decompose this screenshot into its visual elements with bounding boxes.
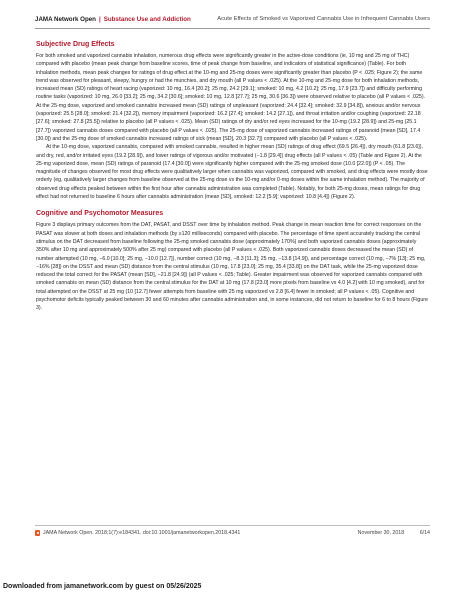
section-name[interactable]: Substance Use and Addiction — [103, 15, 191, 23]
footer-citation[interactable]: JAMA Network Open. 2018;1(7):e184341. doi:10.1001/jamanetworkopen.2018.4341 — [43, 530, 241, 536]
paragraph-subjective-2: At the 10-mg dose, vaporized cannabis, compared with smoked cannabis, resulted in higher mean (SD) ratings of drug effect (69.5 [26.4]), dry mouth (61.8 [23.6]), and dry, red, and/or irritated eyes (19.2 [28.9]), and lower ratings of vigorous and/or motivated (−1.8 [29.4]) drug effects (all P values < .05) (Table and Figure 2). At the 25-mg vaporized dose, mean (SD) ratings of paranoid (17.4 [30.0]) were significantly higher compared with the 25-mg smoked dose (10.0 [22.0]) (P < .05). The magnitude of changes observed for most drug effects were qualitatively larger when cannabis was vaporized, compared with smoked, and drug effects were mostly dose orderly (eg, qualitatively larger changes from baseline observed at the 25-mg dose vs the 10-mg and/or 0-mg doses within the same inhalation method). The majority of observed drug effects peaked between within the first hour after cannabis administration was completed (Table). Notably, for both 25-mg doses, mean ratings for drug effect had not returned to baseline 6 hours after cannabis administration (mean [SD], smoked: 12.2 [5.9]; vaporized: 10.8 [4.4]) (Figure 2). — [36, 144, 428, 201]
download-watermark: Downloaded from jamanetwork.com by guest on 05/26/2025 — [3, 583, 202, 590]
header-separator: | — [98, 15, 101, 23]
paragraph-cognitive-1: Figure 3 displays primary outcomes from the DAT, PASAT, and DSST over time by inhalation method. Peak change in mean reaction time for correct responses on the PASAT was slower at both doses and inhalation methods (by ≥120 milliseconds) compared with placebo. The percentage of time spent accurately tracking the central stimulus on the DAT decreased from baseline following the 25-mg smoked cannabis dose (approximately 170%) and both vaporized cannabis doses (approximately 350% after 10 mg and approximately 500% after 25 mg) compared with placebo (all P values < .025). Both vaporized cannabis doses decreased the mean (SD) of number attempted (10 mg, −6.0 [10.0]; 25 mg, −10.0 [12.7]), number correct (10 mg, −8.3 [11.3]; 25 mg, −13.8 [14.9]), and percentage correct (10 mg, −7% [13]; 25 mg, −16% [28]) on the DSST and mean (SD) distance from the central stimulus (10 mg, 17.8 [23.0]; 25 mg, 35.4 [33.8]) on the DAT task, while the 25-mg vaporized dose reduced the total correct for the PASAT (mean [SD], −21.8 [24.9]) (all P values < .025; Table). Greater impairment was observed for vaporized cannabis compared with smoked cannabis on mean (SD) distance from the central stimulus for the DAT at 10 mg (17.8 [23.0] more pixels from baseline vs 4.0 [4.2] with 10 mg smoked), and for total attempted on the DSST at 25 mg (10 [12.7] fewer attempts from baseline with 25 mg vaporized vs 2.8 [6.4] fewer in smoked; all P values < .05). Cognitive and psychomotor deficits typically peaked between 30 and 60 minutes after cannabis administration and, in some instances, did not return to baseline for 6 to 8 hours (Figure 3). — [36, 222, 428, 312]
heading-cognitive-psychomotor: Cognitive and Psychomotor Measures — [36, 210, 164, 218]
footer-right — [344, 530, 430, 536]
open-access-icon — [35, 530, 40, 536]
journal-name[interactable]: JAMA Network Open — [35, 15, 96, 23]
article-short-title: Acute Effects of Smoked vs Vaporized Cannabis Use in Infrequent Cannabis Users — [217, 16, 430, 22]
header-left — [35, 16, 191, 23]
page-footer — [35, 525, 430, 536]
paragraph-subjective-1: For both smoked and vaporized cannabis inhalation, numerous drug effects were significantly greater in the active-dose conditions (ie, 10 mg and 25 mg of THC) compared with placebo (mean peak change from baseline scores, time of peak change from baseline, and indicators of statistical significance) (Table). For both inhalation methods, mean peak changes for ratings of drug effect at the 10-mg and 25-mg doses were significantly greater than placebo (P < .025; Figure 2); the same trend was observed for pleasant, sleepy, hungry or had the munchies, and dry mouth (all P values < .025). At the 10-mg and 25-mg dose for both inhalation methods, increased mean (SD) ratings of heart racing (vaporized: 10 mg, 16.4 [20.2]; 25 mg, 24.2 [29.1]; smoked: 10 mg, 4.2 [10.2]; 25 mg, 17.9 [23.7]) and difficulty performing routine tasks (vaporized: 10 mg, 26.0 [33.2]; 25 mg, 34.2 [30.6]; smoked: 10 mg, 12.8 [27.7]; 25 mg, 30.6 [36.3]) were observed relative to placebo (all P values < .025). At the 25-mg dose, vaporized and smoked cannabis increased mean (SD) ratings of unpleasant (vaporized: 24.4 [32.4]; smoked: 32.9 [34.8]), anxious and/or nervous (vaporized: 25.5 [28.0]; smoked: 21.4 [32.2]), memory impairment (vaporized: 16.2 [27.4]; smoked: 14.2 [27.1]), and throat irritation and/or coughing (vaporized: 22.18 [27.6]; smoked: 27.8 [25.5]) relative to placebo (all P values < .025). Mean (SD) ratings of dry and/or red eyes increased for the 10-mg (19.2 [28.9]) and 25-mg (25.1 [27.7]) vaporized cannabis doses compared with placebo (all P values < .025). The 25-mg dose of vaporized cannabis increased ratings of paranoid (mean [SD], 17.4 [30.0]) and the 25-mg dose of smoked cannabis increased ratings of sick (mean [SD], 20.3 [32.7]) compared with placebo (all P values < .025). — [36, 53, 426, 142]
section-gap — [36, 201, 428, 209]
running-header — [35, 13, 430, 29]
footer-page-number: 6/14 — [419, 530, 430, 536]
footer-citation-wrap — [35, 530, 240, 536]
footer-date: November 30, 2018 — [357, 530, 405, 536]
heading-subjective-drug-effects: Subjective Drug Effects — [36, 41, 115, 48]
page-body — [36, 40, 428, 313]
